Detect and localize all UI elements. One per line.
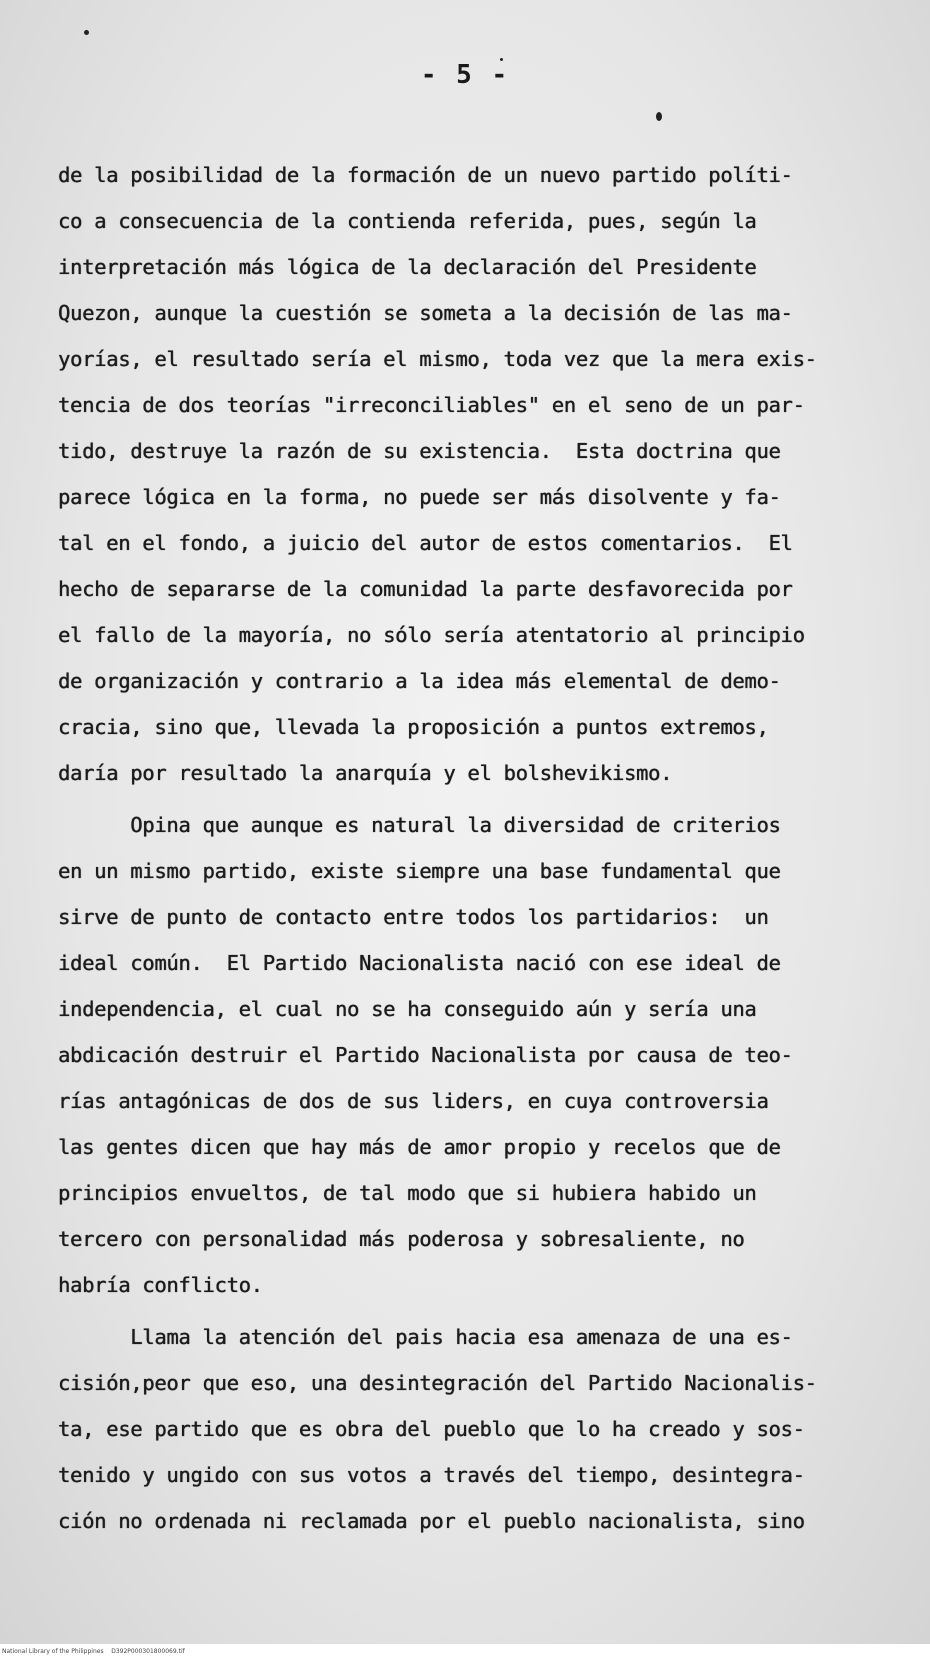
text-line: principios envueltos, de tal modo que si hubiera habido un bbox=[58, 1181, 757, 1205]
text-line: de la posibilidad de la formación de un nuevo partido políti- bbox=[58, 163, 793, 187]
text-line: ta, ese partido que es obra del pueblo que lo ha creado y sos- bbox=[58, 1417, 805, 1441]
text-line: tido, destruye la razón de su existencia. Esta doctrina que bbox=[58, 439, 781, 463]
text-line: en un mismo partido, existe siempre una base fundamental que bbox=[58, 859, 781, 883]
text-line: el fallo de la mayoría, no sólo sería atentatorio al principio bbox=[58, 623, 805, 647]
text-line: sirve de punto de contacto entre todos los partidarios: un bbox=[58, 905, 769, 929]
scan-speck bbox=[656, 112, 662, 121]
text-line: abdicación destruir el Partido Nacionalista por causa de teo- bbox=[58, 1043, 793, 1067]
text-line: tenido y ungido con sus votos a través del tiempo, desintegra- bbox=[58, 1463, 805, 1487]
document-body bbox=[58, 152, 888, 1544]
text-line: Opina que aunque es natural la diversidad de criterios bbox=[58, 813, 781, 837]
text-line: parece lógica en la forma, no puede ser más disolvente y fa- bbox=[58, 485, 781, 509]
text-line: ción no ordenada ni reclamada por el pueblo nacionalista, sino bbox=[58, 1509, 805, 1533]
text-line: cisión,peor que eso, una desintegración del Partido Nacionalis- bbox=[58, 1371, 817, 1395]
text-line: yorías, el resultado sería el mismo, toda vez que la mera exis- bbox=[58, 347, 817, 371]
text-line: interpretación más lógica de la declaración del Presidente bbox=[58, 255, 757, 279]
paragraph bbox=[58, 1314, 888, 1544]
scan-footer: National Library of the Philippines D392P000301800069.tif bbox=[2, 1648, 185, 1655]
text-line: tencia de dos teorías "irreconciliables" en el seno de un par- bbox=[58, 393, 805, 417]
text-line: de organización y contrario a la idea más elemental de demo- bbox=[58, 669, 781, 693]
text-line: rías antagónicas de dos de sus liders, en cuya controversia bbox=[58, 1089, 769, 1113]
paragraph bbox=[58, 802, 888, 1308]
text-line: ideal común. El Partido Nacionalista nació con ese ideal de bbox=[58, 951, 781, 975]
text-line: Quezon, aunque la cuestión se someta a la decisión de las ma- bbox=[58, 301, 793, 325]
text-line: hecho de separarse de la comunidad la parte desfavorecida por bbox=[58, 577, 793, 601]
text-line: habría conflicto. bbox=[58, 1273, 263, 1297]
text-line: las gentes dicen que hay más de amor propio y recelos que de bbox=[58, 1135, 781, 1159]
text-line: co a consecuencia de la contienda referida, pues, según la bbox=[58, 209, 757, 233]
page-number: - 5 - bbox=[420, 60, 510, 90]
paragraph bbox=[58, 152, 888, 796]
text-line: Llama la atención del pais hacia esa amenaza de una es- bbox=[58, 1325, 793, 1349]
text-line: independencia, el cual no se ha conseguido aún y sería una bbox=[58, 997, 757, 1021]
scan-speck bbox=[84, 30, 89, 35]
text-line: tercero con personalidad más poderosa y sobresaliente, no bbox=[58, 1227, 745, 1251]
text-line: daría por resultado la anarquía y el bolshevikismo. bbox=[58, 761, 673, 785]
text-line: tal en el fondo, a juicio del autor de estos comentarios. El bbox=[58, 531, 793, 555]
text-line: cracia, sino que, llevada la proposición a puntos extremos, bbox=[58, 715, 769, 739]
